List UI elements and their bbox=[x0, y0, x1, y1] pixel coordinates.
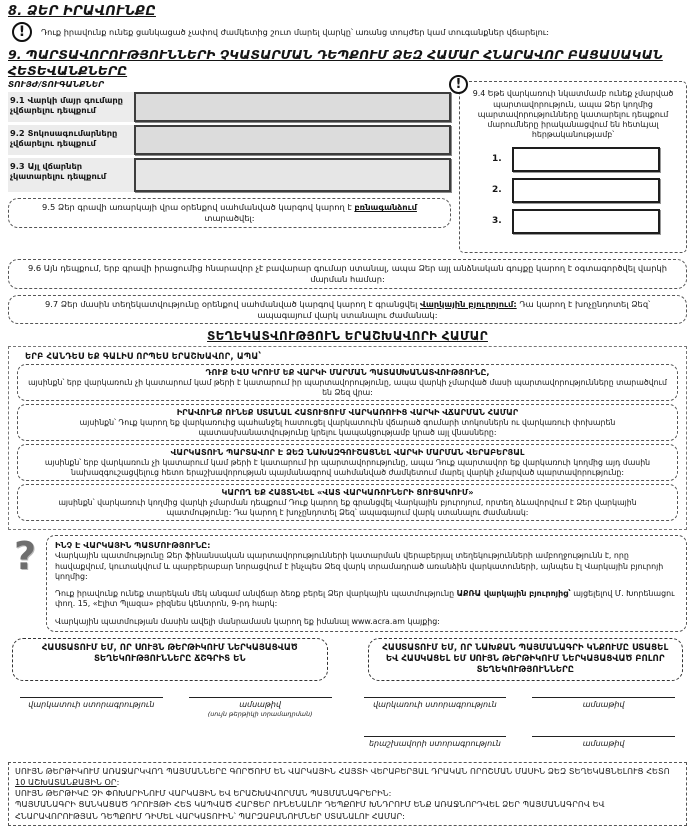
date3-label: ամսաթիվ bbox=[582, 738, 625, 748]
repayment-order-item-3 bbox=[492, 209, 680, 234]
date1-label: ամսաթիվ bbox=[239, 700, 282, 710]
credit-history-heading: ԻՆՉ Է ՎԱՐԿԱՅԻՆ ՊԱՏՄՈՒԹՅՈՒՆԸ: bbox=[55, 540, 211, 550]
guarantor-box-body: այսինքն՝ երբ վարկառուն չի կատարում կամ թերի է կատարում իր պարտավորությունը, ապա Դուք պարտավոր եք վարկառուի կողմից այդ մասին նախազգուշացվելուց հետո երաշխավորության պայմանագրով սահմանված ժամկետում մարել վարկի չմարված պարտավորությունը: bbox=[44, 457, 651, 477]
footer-line-1-post: : bbox=[116, 777, 120, 787]
signature-row-2 bbox=[8, 736, 687, 748]
date2-cell bbox=[532, 697, 675, 717]
repayment-order-item-2 bbox=[492, 178, 680, 203]
guarantor-box-body: այսինքն՝ երբ վարկառուն չի կատարում կամ թերի է կատարում իր պարտավորությունը, ապա վարկի չմարված մասի պարտավորությունները տարածվում են Ձեզ վրա: bbox=[28, 378, 667, 398]
section9-right-column bbox=[455, 77, 687, 253]
section9-title-line2: ՀԵՏԵՎԱՆՔՆԵՐԸ bbox=[8, 62, 128, 78]
credit-history-paragraph-2-post: այցելելով Մ. Խորենացու փող. 15, «Էլիտ Պլազա» բիզնես կենտրոն, 9-րդ հարկ: bbox=[55, 589, 675, 609]
signature-left-half bbox=[8, 697, 344, 717]
guarantor-signature-label: երաշխավորի ստորագրություն bbox=[368, 738, 501, 748]
section8-body: Դուք իրավունք ունեք ցանկացած չափով ժամկետից շուտ մարել վարկը՝ առանց տույժեր կամ տուգանքներ վճարելու: bbox=[41, 26, 550, 37]
note-9-5-post: տարածվել: bbox=[204, 213, 255, 224]
guarantor-box-title: ԻՐԱՎՈՒՆՔ ՈՒՆԵՔ ՍՏԱՆԱԼ ՀԱՏՈՒՑՈՒՄ ՎԱՐԿԱՌՈՒԻՑ ՎԱՐԿԻ ՎՃԱՐՄԱՆ ՀԱՄԱՐ bbox=[176, 407, 519, 418]
repayment-order-item-1 bbox=[492, 147, 680, 172]
acra-bureau-name: ԱՔՌԱ վարկային բյուրոյից՝ bbox=[456, 589, 571, 599]
note-9-7-post: Դա կարող է խոչընդոտել Ձեզ՝ ապագայում վարկ ստանալու ժամանակ: bbox=[257, 298, 651, 320]
acra-website-text: www.acra.am bbox=[351, 616, 405, 626]
fines-heading: ՏՈՒՅԺ/ՏՈՒԳԱՆՔՆԵՐ bbox=[8, 80, 105, 90]
confirmation-received-box: ՀԱՍՏԱՏՈՒՄ ԵՄ, ՈՐ ՆԱԽՔԱՆ ՊԱՅՄԱՆԱԳՐԻ ԿՆՔՈՒՄԸ ՍՏԱՑԵԼ ԵՎ ՀԱՍԿԱՑԵԼ ԵՄ ՍՈՒՅՆ ԹԵՐԹԻԿՈՒՄ ՆԵՐԿԱՅԱՑՎԱԾ ԲՈԼՈՐ ՏԵՂԵԿՈՒԹՅՈՒՆՆԵՐԸ bbox=[368, 638, 684, 682]
borrower-signature-line[interactable] bbox=[364, 697, 507, 698]
section9-title bbox=[8, 47, 687, 78]
signature-right-half bbox=[352, 697, 688, 717]
guarantor-outer-box bbox=[8, 346, 687, 530]
note-9-7-emphasis: Վարկային բյուրոյում: bbox=[420, 298, 517, 309]
date1-cell bbox=[189, 697, 332, 717]
signature-row2-right-half bbox=[352, 736, 688, 748]
guarantor-box-title: ԿԱՐՈՂ ԵՔ ՀԱՅՏՆՎԵԼ «ՎԱՏ ՎԱՐԿԱՌՈՒՆԵՐԻ ՑՈՒՑԱԿՈՒՄ» bbox=[221, 487, 474, 498]
guarantor-section-title: ՏԵՂԵԿԱՏՎՈՒԹՅՈՒՆ ԵՐԱՇԽԱՎՈՐԻ ՀԱՄԱՐ bbox=[207, 329, 488, 344]
section9-left-column bbox=[8, 79, 451, 253]
footer-line-1-pre: ՍՈՒՅՆ ԹԵՐԹԻԿՈՒՄ ԱՌԱՋԱՐԿՎՈՂ ՊԱՅՄԱՆՆԵՐԸ ԳՈՐԾՈՒՄ ԵՆ ՎԱՐԿԱՅԻՆ ՀԱՅՏԻ ՎԵՐԱԲԵՐՅԱԼ ԴՐԱԿԱՆ ՈՐՈՇՄԱՆ ՄԱՍԻՆ ՁԵԶ ՏԵՂԵԿԱՑՆԵԼՈՒՑ ՀԵՏՈ bbox=[15, 766, 670, 776]
section8-title: 8. ՁԵՐ ԻՐԱՎՈՒՆՔԸ bbox=[8, 4, 156, 19]
guarantor-box-title: ԴՈՒՔ ԵՎՍ ԿՐՈՒՄ ԵՔ ՎԱՐԿԻ ՄԱՐՄԱՆ ՊԱՏԱՍԽԱՆԱՏՎՈՒԹՅՈՒՆԸ, bbox=[205, 367, 490, 378]
date2-line[interactable] bbox=[532, 697, 675, 698]
credit-history-paragraph-3-post: կայքից: bbox=[404, 616, 440, 626]
note-9-7-pre: 9.7 Ձեր մասին տեղեկատվությունը օրենքով սահմանված կարգով կարող է գրանցվել bbox=[44, 298, 421, 309]
field-row-9-3 bbox=[8, 158, 451, 192]
guarantor-box-warning bbox=[17, 444, 678, 481]
panel-9-4-text: 9.4 Եթե վարկառուի նկատմամբ ունեք չմարված պարտավորություն, ապա Ձեր կողմից պարտավորությունները կատարելու դեպքում մարումները իրականացվում են հետևյալ հերթականությամբ՝ bbox=[472, 89, 674, 140]
date1-line[interactable] bbox=[189, 697, 332, 698]
lender-signature-cell bbox=[20, 697, 163, 717]
exclamation-icon: ! bbox=[12, 22, 32, 42]
footer-notes-box bbox=[8, 762, 687, 826]
field-label-9-2: 9.2 Տոկոսագումարները չվճարելու դեպքում bbox=[10, 128, 118, 149]
lender-signature-line[interactable] bbox=[20, 697, 163, 698]
date2-label: ամսաթիվ bbox=[582, 700, 625, 710]
section8-note bbox=[12, 22, 687, 42]
guarantor-intro: ԵՐԲ ՀԱՆԴԵՍ ԵՔ ԳԱԼԻՍ ՈՐՊԵՍ ԵՐԱՇԽԱՎՈՐ, ԱՊԱ՝ bbox=[25, 351, 262, 362]
date3-cell bbox=[532, 736, 675, 748]
field-row-9-2 bbox=[8, 125, 451, 155]
guarantor-box-title: ՎԱՐԿԱՏՈՒՆ ՊԱՐՏԱՎՈՐ Է ՁԵԶ ՆԱԽԱԶԳՈՒՇԱՑՆԵԼ ՎԱՐԿԻ ՄԱՐՄԱՆ ՎԵՐԱԲԵՐՅԱԼ bbox=[170, 447, 525, 458]
note-9-6: 9.6 Այն դեպքում, երբ գրավի իրացումից հնարավոր չէ բավարար գումար ստանալ, ապա Ձեր այլ անձնական գույքը կարող է օգտագործվել վարկի մարման համար: bbox=[8, 259, 687, 289]
credit-history-box bbox=[46, 535, 687, 632]
exclamation-icon: ! bbox=[449, 75, 468, 94]
panel-9-4 bbox=[459, 81, 687, 253]
note-9-5-pre: 9.5 Ձեր գրավի առարկայի վրա օրենքով սահմանված կարգով կարող է bbox=[42, 202, 355, 213]
section9-title-line1: 9. ՊԱՐՏԱՎՈՐՈՒԹՅՈՒՆՆԵՐԻ ՉԿԱՏԱՐՄԱՆ ԴԵՊՔՈՒՄ ՁԵԶ ՀԱՄԱՐ ՀՆԱՐԱՎՈՐ ԲԱՑԱՍԱԿԱՆ bbox=[8, 47, 663, 62]
guarantor-signature-cell bbox=[364, 736, 507, 748]
guarantor-box-compensation bbox=[17, 404, 678, 441]
borrower-signature-cell bbox=[364, 697, 507, 717]
confirmation-row bbox=[12, 638, 683, 682]
order-number-3: 3. bbox=[492, 216, 502, 227]
credit-history-paragraph-1: Վարկային պատմությունը Ձեր ֆինանսական պարտավորությունների կատարման վերաբերյալ տեղեկությունների ամբողջությունն է, որը հավաքվում, կուտակվում և պարբերաբար նորացվում է ինչպես Ձեզ վարկ տրամադրած առանձին վարկատուների, այնպես էլ Վարկային բյուրոյի կողմից: bbox=[55, 551, 664, 581]
guarantor-box-body: այսինքն՝ վարկառուի կողմից վարկի չմարման դեպքում Դուք կարող եք գրանցվել Վարկային բյուրոյում, որտեղ ձևավորվում է Ձեր վարկային պատմությունը: Դա կարող է խոչընդոտել Ձեզ՝ ապագայում վարկ ստանալու ժամանակ: bbox=[58, 497, 637, 517]
credit-history-paragraph-3-pre: Վարկային պատմության մասին ավելի մանրամասն կարող եք իմանալ bbox=[55, 616, 352, 626]
note-9-7 bbox=[8, 295, 687, 325]
section9-columns bbox=[8, 79, 687, 253]
signature-row-1 bbox=[8, 697, 687, 717]
order-number-1: 1. bbox=[492, 154, 502, 165]
date1-note: (սույն թերթիկի տրամադրման) bbox=[207, 709, 313, 718]
field-input-9-2[interactable] bbox=[134, 125, 451, 155]
field-label-9-1: 9.1 Վարկի մայր գումարը չվճարելու դեպքում bbox=[10, 95, 124, 116]
guarantor-box-responsibility bbox=[17, 364, 678, 401]
note-9-5 bbox=[8, 198, 451, 228]
guarantor-box-body: այսինքն՝ Դուք կարող եք վարկառուից պահանջել հատուցել վարկատուին վճարած գումարի տոկոսներն ու վարկառուի փոխարեն պատասխանատվությունը կրելու կապակցությամբ կրած այլ վնասները: bbox=[79, 417, 616, 438]
order-input-3[interactable] bbox=[512, 209, 660, 234]
guarantor-box-blacklist bbox=[17, 484, 678, 521]
order-number-2: 2. bbox=[492, 185, 502, 196]
order-input-2[interactable] bbox=[512, 178, 660, 203]
footer-line-3: ՊԱՅՄԱՆԱԳՐԻ ՑԱՆԿԱՑԱԾ ԴՐՈՒՅԹԻ ՀԵՏ ԿԱՊՎԱԾ ՀԱՐՑԵՐ ՈՒՆԵՆԱԼՈՒ ԴԵՊՔՈՒՄ ԽՆԴՐՈՒՄ ԵՆՔ ԱՌԱՋՆՈՐԴՎԵԼ ՁԵՐ ՊԱՅՄԱՆԱԳՐՈՎ ԵՎ ՀՆԱՐԱՎՈՐՈՒԹՅԱՆ ԴԵՊՔՈՒՄ ԴԻՄԵԼ ՎԱՐԿԱՏՈՒԻՆ՝ ՊԱՐԶԱԲԱՆՈՒՄՆԵՐ ՍՏԱՆԱԼՈՒ ՀԱՄԱՐ: bbox=[15, 800, 605, 821]
question-mark-icon: ? bbox=[13, 534, 37, 578]
field-input-9-1[interactable] bbox=[134, 92, 451, 122]
borrower-signature-label: վարկառուի ստորագրություն bbox=[373, 700, 497, 710]
note-9-5-emphasis: բռնագանձում bbox=[354, 202, 417, 213]
field-input-9-3[interactable] bbox=[134, 158, 451, 192]
credit-history-section bbox=[8, 535, 687, 632]
field-label-9-3: 9.3 Այլ վճարներ չկատարելու դեպքում bbox=[10, 161, 107, 182]
footer-line-2: ՍՈՒՅՆ ԹԵՐԹԻԿԸ ՉԻ ՓՈԽԱՐԻՆՈՒՄ ՎԱՐԿԱՅԻՆ ԵՎ ԵՐԱՇԽԱՎՈՐՄԱՆ ՊԱՅՄԱՆԱԳՐԵՐԻՆ: bbox=[15, 789, 392, 799]
credit-history-paragraph-2-pre: Դուք իրավունք ունեք տարեկան մեկ անգամ անվճար ձեռք բերել Ձեր վարկային պատմությունը bbox=[55, 589, 457, 599]
footer-line-1 bbox=[15, 766, 680, 788]
order-input-1[interactable] bbox=[512, 147, 660, 172]
lender-signature-label: վարկատուի ստորագրություն bbox=[28, 700, 155, 710]
field-row-9-1 bbox=[8, 92, 451, 122]
confirmation-accuracy-box: ՀԱՍՏԱՏՈՒՄ ԵՄ, ՈՐ ՍՈՒՅՆ ԹԵՐԹԻԿՈՒՄ ՆԵՐԿԱՅԱՑՎԱԾ ՏԵՂԵԿՈՒԹՅՈՒՆՆԵՐԸ ՃՇԳՐԻՏ ԵՆ bbox=[12, 638, 328, 682]
footer-line-1-underlined: 10 ԱՇԽԱՏԱՆՔԱՅԻՆ ՕՐ bbox=[15, 777, 117, 787]
